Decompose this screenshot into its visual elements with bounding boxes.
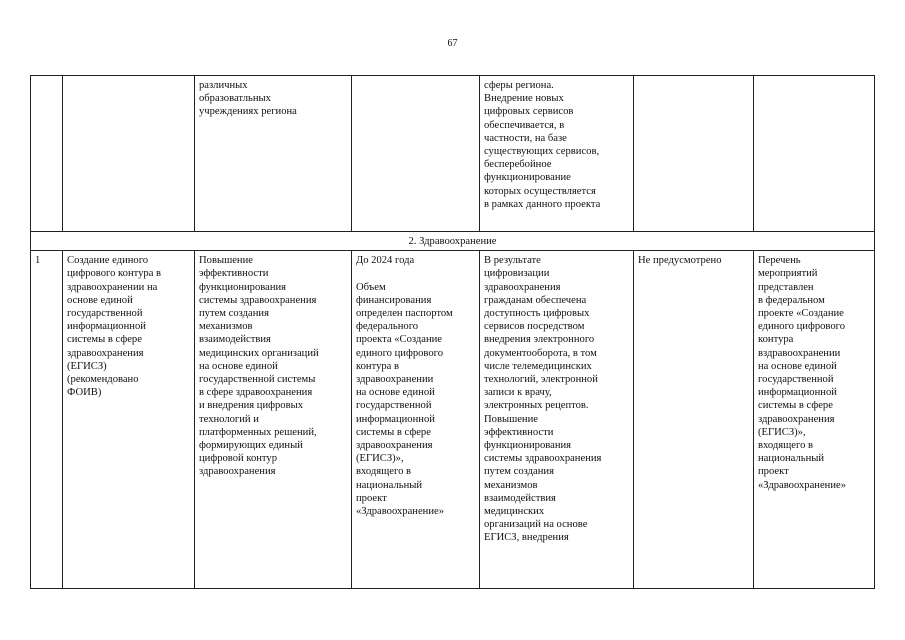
cell-measure-name: Создание единого цифрового контура в здравоохранении на основе единой государственной информационной системы в сфере здравоохранения (ЕГИСЗ) (рекомендовано ФОИВ) <box>63 251 195 589</box>
table-row-1 <box>31 251 875 589</box>
cell-deadline <box>352 76 480 232</box>
cell-result: В результате цифровизации здравоохранения гражданам обеспечена доступность цифровых сервисов посредством внедрения электронного документооборота, в том числе телемедицинских технологий, электронной записи к врачу, электронных рецептов. Повышение эффективности функционирования системы здравоохранения путем создания механизмов взаимодействия медицинских организаций на основе ЕГИСЗ, внедрения <box>480 251 634 589</box>
table-row-continuation <box>31 76 875 232</box>
cell-note: Перечень мероприятий представлен в федеральном проекте «Создание единого цифрового контура вздравоохранении на основе единой государственной информационной системы в сфере здравоохранения (ЕГИСЗ)», входящего в национальный проект «Здравоохранение» <box>754 251 875 589</box>
cell-goal: различных образоватльных учреждениях региона <box>195 76 352 232</box>
cell-goal: Повышение эффективности функционирования системы здравоохранения путем создания механизмов взаимодействия медицинских организаций на основе единой государственной системы в сфере здравоохранения и внедрения цифровых технологий и платформенных решений, формирующих единый цифровой контур здравоохранения <box>195 251 352 589</box>
cell-extra <box>634 76 754 232</box>
section-title: 2. Здравоохранение <box>31 232 875 251</box>
cell-note <box>754 76 875 232</box>
cell-number: 1 <box>31 251 63 589</box>
cell-deadline: До 2024 года Объем финансирования определен паспортом федерального проекта «Создание единого цифрового контура в здравоохранении на основе единой государственной информационной системы в сфере здравоохранения (ЕГИСЗ)», входящего в национальный проект «Здравоохранение» <box>352 251 480 589</box>
cell-number <box>31 76 63 232</box>
cell-extra: Не предусмотрено <box>634 251 754 589</box>
page-number: 67 <box>447 38 458 49</box>
cell-result: сферы региона. Внедрение новых цифровых сервисов обеспечивается, в частности, на базе существующих сервисов, бесперебойное функционирование которых осуществляется в рамках данного проекта <box>480 76 634 232</box>
table-row-section <box>31 232 875 251</box>
cell-measure-name <box>63 76 195 232</box>
program-table <box>30 75 875 589</box>
